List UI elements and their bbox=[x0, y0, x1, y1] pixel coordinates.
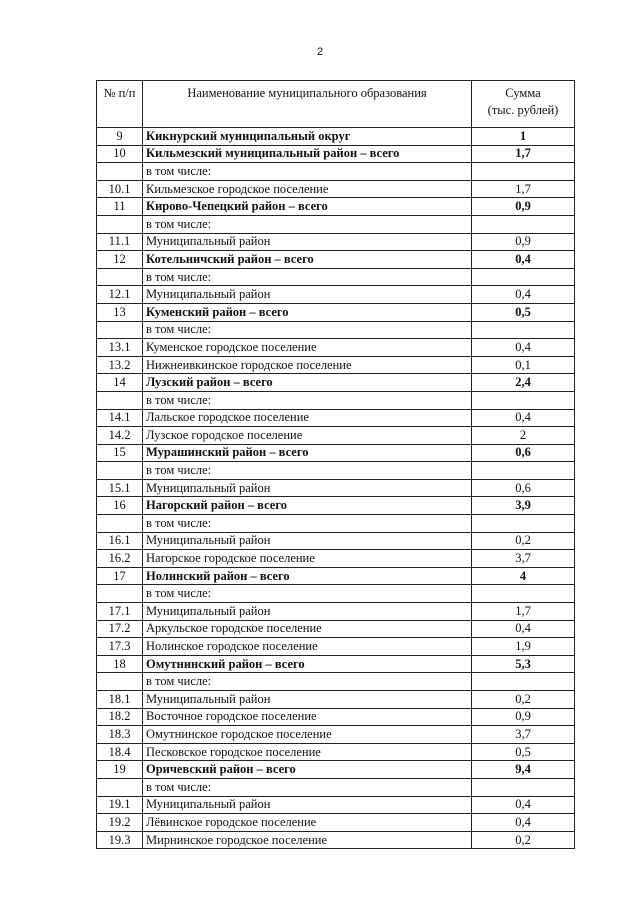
row-number-cell: 16 bbox=[97, 497, 143, 515]
row-number-cell: 17 bbox=[97, 567, 143, 585]
table-row bbox=[97, 268, 575, 286]
row-amount-cell bbox=[472, 673, 575, 691]
row-amount-cell: 0,9 bbox=[472, 198, 575, 216]
row-name-cell: Кикнурский муниципальный округ bbox=[143, 128, 472, 146]
row-name-cell: в том числе: bbox=[143, 391, 472, 409]
page-number: 2 bbox=[316, 46, 324, 58]
row-amount-cell: 0,4 bbox=[472, 409, 575, 427]
row-amount-cell: 0,2 bbox=[472, 831, 575, 849]
table-row bbox=[97, 691, 575, 709]
row-number-cell: 19.2 bbox=[97, 814, 143, 832]
row-name-cell: Кильмезское городское поселение bbox=[143, 180, 472, 198]
row-name-cell: Оричевский район – всего bbox=[143, 761, 472, 779]
row-number-cell: 15.1 bbox=[97, 479, 143, 497]
table-row-district-total bbox=[97, 128, 575, 146]
row-name-cell: в том числе: bbox=[143, 515, 472, 533]
row-name-cell: в том числе: bbox=[143, 268, 472, 286]
table-row-district-total bbox=[97, 497, 575, 515]
row-number-cell: 14 bbox=[97, 374, 143, 392]
row-amount-cell: 0,4 bbox=[472, 796, 575, 814]
row-name-cell: в том числе: bbox=[143, 585, 472, 603]
row-name-cell: Куменское городское поселение bbox=[143, 339, 472, 357]
row-number-cell: 12 bbox=[97, 251, 143, 269]
row-amount-cell bbox=[472, 163, 575, 181]
header-amount-unit: (тыс. рублей) bbox=[487, 103, 559, 117]
row-name-cell: в том числе: bbox=[143, 462, 472, 480]
row-number-cell: 18.4 bbox=[97, 743, 143, 761]
row-amount-cell: 1,9 bbox=[472, 638, 575, 656]
row-number-cell: 18 bbox=[97, 655, 143, 673]
table-row bbox=[97, 462, 575, 480]
row-name-cell: Нолинское городское поселение bbox=[143, 638, 472, 656]
table-row bbox=[97, 708, 575, 726]
table-row bbox=[97, 726, 575, 744]
table-row bbox=[97, 215, 575, 233]
table-row bbox=[97, 796, 575, 814]
row-amount-cell bbox=[472, 462, 575, 480]
table-body bbox=[97, 128, 575, 849]
table-row bbox=[97, 515, 575, 533]
row-amount-cell bbox=[472, 391, 575, 409]
row-number-cell bbox=[97, 585, 143, 603]
row-number-cell: 11 bbox=[97, 198, 143, 216]
row-number-cell: 14.2 bbox=[97, 427, 143, 445]
row-amount-cell: 0,4 bbox=[472, 339, 575, 357]
table-row bbox=[97, 321, 575, 339]
row-amount-cell bbox=[472, 515, 575, 533]
row-amount-cell: 0,9 bbox=[472, 233, 575, 251]
row-amount-cell: 0,5 bbox=[472, 303, 575, 321]
table-row bbox=[97, 286, 575, 304]
table-row-district-total bbox=[97, 145, 575, 163]
row-name-cell: Нагорское городское поселение bbox=[143, 550, 472, 568]
row-name-cell: Кильмезский муниципальный район – всего bbox=[143, 145, 472, 163]
table-row bbox=[97, 743, 575, 761]
row-number-cell: 13 bbox=[97, 303, 143, 321]
row-amount-cell: 1 bbox=[472, 128, 575, 146]
row-number-cell: 12.1 bbox=[97, 286, 143, 304]
allocation-table bbox=[96, 80, 575, 849]
row-name-cell: Омутнинский район – всего bbox=[143, 655, 472, 673]
row-name-cell: в том числе: bbox=[143, 163, 472, 181]
row-number-cell: 18.2 bbox=[97, 708, 143, 726]
row-name-cell: Нижнеивкинское городское поселение bbox=[143, 356, 472, 374]
row-name-cell: в том числе: bbox=[143, 321, 472, 339]
row-amount-cell: 5,3 bbox=[472, 655, 575, 673]
row-amount-cell: 0,1 bbox=[472, 356, 575, 374]
row-name-cell: Нолинский район – всего bbox=[143, 567, 472, 585]
row-amount-cell bbox=[472, 268, 575, 286]
row-number-cell: 17.3 bbox=[97, 638, 143, 656]
table-row bbox=[97, 778, 575, 796]
row-number-cell bbox=[97, 163, 143, 181]
header-number: № п/п bbox=[97, 81, 143, 128]
row-amount-cell: 3,9 bbox=[472, 497, 575, 515]
row-amount-cell: 0,2 bbox=[472, 691, 575, 709]
table-row bbox=[97, 831, 575, 849]
row-name-cell: Омутнинское городское поселение bbox=[143, 726, 472, 744]
row-number-cell: 16.2 bbox=[97, 550, 143, 568]
row-name-cell: Муниципальный район bbox=[143, 286, 472, 304]
table-row-district-total bbox=[97, 303, 575, 321]
row-number-cell: 9 bbox=[97, 128, 143, 146]
row-name-cell: Котельничский район – всего bbox=[143, 251, 472, 269]
row-amount-cell: 2,4 bbox=[472, 374, 575, 392]
row-name-cell: в том числе: bbox=[143, 215, 472, 233]
table-row bbox=[97, 339, 575, 357]
row-name-cell: Аркульское городское поселение bbox=[143, 620, 472, 638]
header-amount bbox=[472, 81, 575, 128]
table-row bbox=[97, 550, 575, 568]
row-number-cell bbox=[97, 778, 143, 796]
row-name-cell: Куменский район – всего bbox=[143, 303, 472, 321]
table-row bbox=[97, 814, 575, 832]
row-amount-cell: 1,7 bbox=[472, 603, 575, 621]
row-number-cell bbox=[97, 268, 143, 286]
row-amount-cell bbox=[472, 778, 575, 796]
table-row bbox=[97, 479, 575, 497]
row-number-cell: 14.1 bbox=[97, 409, 143, 427]
table-row bbox=[97, 673, 575, 691]
table-row bbox=[97, 180, 575, 198]
row-name-cell: Муниципальный район bbox=[143, 479, 472, 497]
row-number-cell bbox=[97, 391, 143, 409]
row-number-cell: 10.1 bbox=[97, 180, 143, 198]
row-number-cell: 18.3 bbox=[97, 726, 143, 744]
header-amount-title: Сумма bbox=[505, 86, 541, 100]
row-amount-cell bbox=[472, 215, 575, 233]
row-name-cell: Муниципальный район bbox=[143, 532, 472, 550]
row-amount-cell: 3,7 bbox=[472, 550, 575, 568]
header-municipality-name: Наименование муниципального образования bbox=[143, 81, 472, 128]
table-row bbox=[97, 603, 575, 621]
table-row-district-total bbox=[97, 374, 575, 392]
row-name-cell: Кирово-Чепецкий район – всего bbox=[143, 198, 472, 216]
row-name-cell: Муниципальный район bbox=[143, 691, 472, 709]
row-name-cell: Муниципальный район bbox=[143, 796, 472, 814]
table-row bbox=[97, 427, 575, 445]
table-row bbox=[97, 233, 575, 251]
row-amount-cell: 0,9 bbox=[472, 708, 575, 726]
row-number-cell: 19.1 bbox=[97, 796, 143, 814]
row-name-cell: Лальское городское поселение bbox=[143, 409, 472, 427]
row-number-cell: 17.2 bbox=[97, 620, 143, 638]
table-row-district-total bbox=[97, 198, 575, 216]
table-row bbox=[97, 620, 575, 638]
row-amount-cell: 0,6 bbox=[472, 479, 575, 497]
row-amount-cell bbox=[472, 321, 575, 339]
row-number-cell bbox=[97, 515, 143, 533]
row-number-cell: 19.3 bbox=[97, 831, 143, 849]
row-number-cell: 18.1 bbox=[97, 691, 143, 709]
table-header-row bbox=[97, 81, 575, 128]
row-number-cell: 10 bbox=[97, 145, 143, 163]
row-amount-cell: 1,7 bbox=[472, 180, 575, 198]
row-amount-cell: 2 bbox=[472, 427, 575, 445]
row-number-cell: 11.1 bbox=[97, 233, 143, 251]
row-name-cell: Лузский район – всего bbox=[143, 374, 472, 392]
row-amount-cell: 0,4 bbox=[472, 286, 575, 304]
row-name-cell: в том числе: bbox=[143, 673, 472, 691]
row-name-cell: Муниципальный район bbox=[143, 603, 472, 621]
row-number-cell: 16.1 bbox=[97, 532, 143, 550]
row-number-cell: 13.2 bbox=[97, 356, 143, 374]
row-number-cell: 19 bbox=[97, 761, 143, 779]
table-row bbox=[97, 163, 575, 181]
table-row bbox=[97, 638, 575, 656]
row-amount-cell: 0,4 bbox=[472, 251, 575, 269]
row-name-cell: Восточное городское поселение bbox=[143, 708, 472, 726]
row-amount-cell: 1,7 bbox=[472, 145, 575, 163]
row-number-cell bbox=[97, 462, 143, 480]
row-name-cell: в том числе: bbox=[143, 778, 472, 796]
row-amount-cell: 3,7 bbox=[472, 726, 575, 744]
row-number-cell bbox=[97, 215, 143, 233]
table-row bbox=[97, 391, 575, 409]
row-number-cell bbox=[97, 321, 143, 339]
row-amount-cell: 0,4 bbox=[472, 814, 575, 832]
table-row-district-total bbox=[97, 251, 575, 269]
row-amount-cell: 9,4 bbox=[472, 761, 575, 779]
table-row bbox=[97, 585, 575, 603]
table-row bbox=[97, 532, 575, 550]
row-amount-cell: 0,2 bbox=[472, 532, 575, 550]
table-row-district-total bbox=[97, 567, 575, 585]
row-name-cell: Песковское городское поселение bbox=[143, 743, 472, 761]
row-amount-cell: 0,6 bbox=[472, 444, 575, 462]
table-row-district-total bbox=[97, 655, 575, 673]
row-name-cell: Мирнинское городское поселение bbox=[143, 831, 472, 849]
row-name-cell: Нагорский район – всего bbox=[143, 497, 472, 515]
row-amount-cell bbox=[472, 585, 575, 603]
row-name-cell: Мурашинский район – всего bbox=[143, 444, 472, 462]
row-amount-cell: 0,4 bbox=[472, 620, 575, 638]
row-number-cell bbox=[97, 673, 143, 691]
row-amount-cell: 0,5 bbox=[472, 743, 575, 761]
row-name-cell: Лузское городское поселение bbox=[143, 427, 472, 445]
row-amount-cell: 4 bbox=[472, 567, 575, 585]
row-name-cell: Лёвинское городское поселение bbox=[143, 814, 472, 832]
table-row-district-total bbox=[97, 444, 575, 462]
row-number-cell: 17.1 bbox=[97, 603, 143, 621]
row-number-cell: 15 bbox=[97, 444, 143, 462]
row-name-cell: Муниципальный район bbox=[143, 233, 472, 251]
table-row bbox=[97, 356, 575, 374]
table-row-district-total bbox=[97, 761, 575, 779]
table-row bbox=[97, 409, 575, 427]
row-number-cell: 13.1 bbox=[97, 339, 143, 357]
